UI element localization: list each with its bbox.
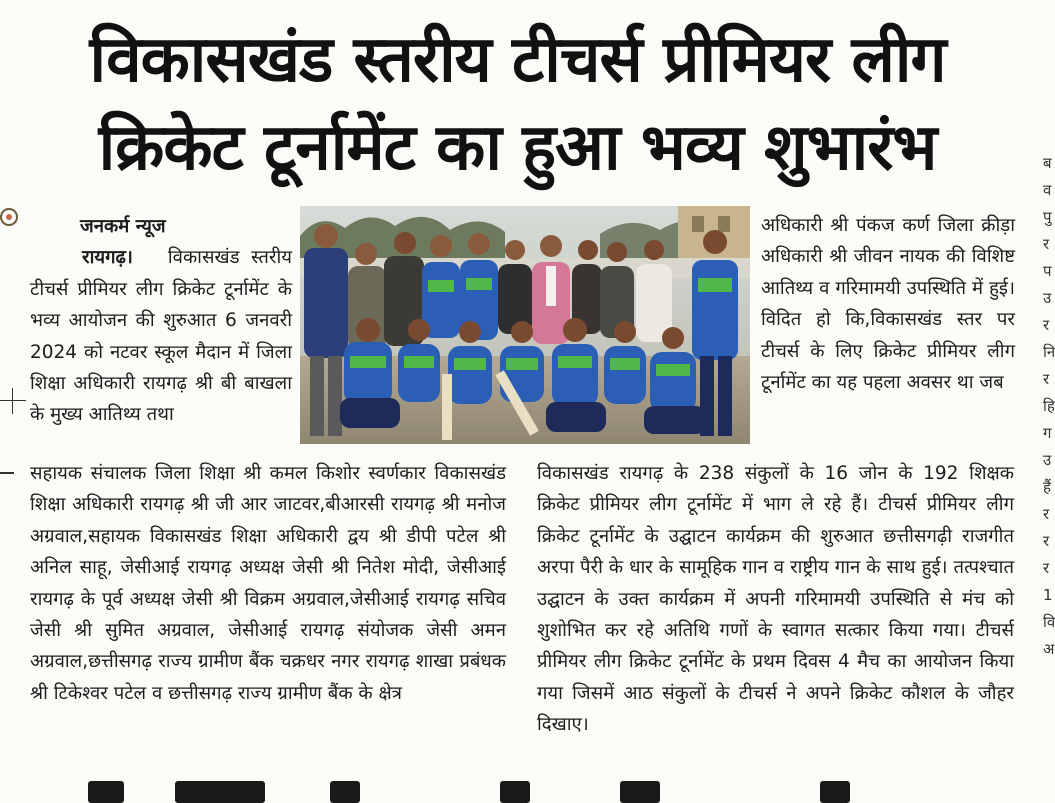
adjacent-column-char: वि	[1043, 613, 1055, 631]
paragraph-left-bottom: सहायक संचालक जिला शिक्षा श्री कमल किशोर स्वर्णकार विकासखंड शिक्षा अधिकारी रायगढ़ श्री जी आर जाटवर,बीआरसी रायगढ़ श्री मनोज अग्रवाल,सहायक विकासखंड शिक्षा अधिकारी द्वय श्री डीपी पटेल श्री अनिल साहू, जेसीआई रायगढ़ अध्यक्ष जेसी श्री नितेश मोदी, जेसीआई रायगढ़ के पूर्व अध्यक्ष जेसी श्री विक्रम अग्रवाल,जेसीआई रायगढ़ सचिव जेसी श्री सुमित अग्रवाल, जेसीआई रायगढ़ संयोजक जेसी अमन अग्रवाल,छत्तीसगढ़ राज्य ग्रामीण बैंक चक्रधर नगर रायगढ़ शाखा प्रबंधक श्री टिकेश्वर पटेल व छत्तीसगढ़ राज्य ग्रामीण बैंक के क्षेत्र	[30, 463, 506, 704]
adjacent-column-char: र	[1043, 505, 1050, 523]
crop-cross-icon	[0, 388, 26, 414]
adjacent-column-char: प	[1043, 262, 1052, 280]
article-left-column-bottom	[30, 458, 506, 709]
adjacent-column-char: र	[1043, 370, 1050, 388]
adjacent-column-char: व	[1043, 181, 1052, 199]
next-headline-cropped	[0, 777, 1053, 795]
adjacent-column-char: ब	[1043, 154, 1052, 172]
adjacent-column-char: र	[1043, 316, 1050, 334]
adjacent-column-char: ग	[1043, 424, 1052, 442]
adjacent-column-char: हैं	[1043, 478, 1051, 496]
adjacent-column-char: 1	[1043, 586, 1053, 604]
headline-line-2: क्रिकेट टूर्नामेंट का हुआ भव्य शुभारंभ	[98, 111, 937, 185]
adjacent-column-char: उ	[1043, 289, 1052, 307]
article-left-column-top	[30, 211, 292, 431]
headline-line-1: विकासखंड स्तरीय टीचर्स प्रीमियर लीग	[89, 23, 946, 97]
paragraph-right-top: अधिकारी श्री पंकज कर्ण जिला क्रीड़ा अधिकारी श्री जीवन नायक की विशिष्ट आतिथ्य व गरिमामयी उपस्थिति में हुई। विदित हो कि,विकासखंड स्तर पर टीचर्स के लिए क्रिकेट प्रीमियर लीग टूर्नामेंट का यह पहला अवसर था जब	[761, 215, 1015, 394]
article-right-column-bottom	[537, 458, 1014, 741]
crop-dash-icon	[0, 472, 14, 474]
adjacent-column-char: र	[1043, 559, 1050, 577]
article-right-column-top	[761, 210, 1015, 398]
adjacent-column-char: र	[1043, 532, 1050, 550]
adjacent-column-fragment	[1043, 150, 1055, 663]
adjacent-column-char: अ	[1043, 640, 1055, 658]
paragraph-right-bottom: विकासखंड रायगढ़ के 238 संकुलों के 16 जोन के 192 शिक्षक क्रिकेट प्रीमियर लीग टूर्नामेंट में भाग ले रहे हैं। टीचर्स प्रीमियर लीग क्रिकेट टूर्नामेंट के उद्घाटन कार्यक्रम की शुरुआत छत्तीसगढ़ी राजगीत अरपा पैरी के धार के सामूहिक गान व राष्ट्रीय गान के साथ हुई। तत्पश्चात उद्घाटन के उक्त कार्यक्रम में अपनी गरिमामयी उपस्थिति से मंच को शुशोभित कर रहे अतिथि गणों के स्वागत सत्कार किया गया। टीचर्स प्रीमियर लीग क्रिकेट टूर्नामेंट के प्रथम दिवस 4 मैच का आयोजन किया गया जिसमें आठ संकुलों के टीचर्स ने अपने क्रिकेट कौशल के जौहर दिखाए।	[537, 463, 1014, 736]
adjacent-column-char: हि	[1043, 397, 1055, 415]
adjacent-column-char: नि	[1043, 343, 1055, 361]
paragraph-left-top: विकासखंड स्तरीय टीचर्स प्रीमियर लीग क्रिकेट टूर्नामेंट के भव्य आयोजन की शुरुआत 6 जनवरी 2024 को नटवर स्कूल मैदान में जिला शिक्षा अधिकारी रायगढ़ श्री बी बाखला के मुख्य आतिथ्य तथा	[30, 247, 292, 426]
byline: जनकर्म न्यूज	[80, 216, 166, 237]
team-photo	[300, 206, 750, 444]
registration-mark-icon	[0, 208, 18, 226]
adjacent-column-char: र	[1043, 235, 1050, 253]
dateline: रायगढ़।	[82, 247, 133, 269]
adjacent-column-char: पु	[1043, 208, 1052, 226]
adjacent-column-char: उ	[1043, 451, 1052, 469]
